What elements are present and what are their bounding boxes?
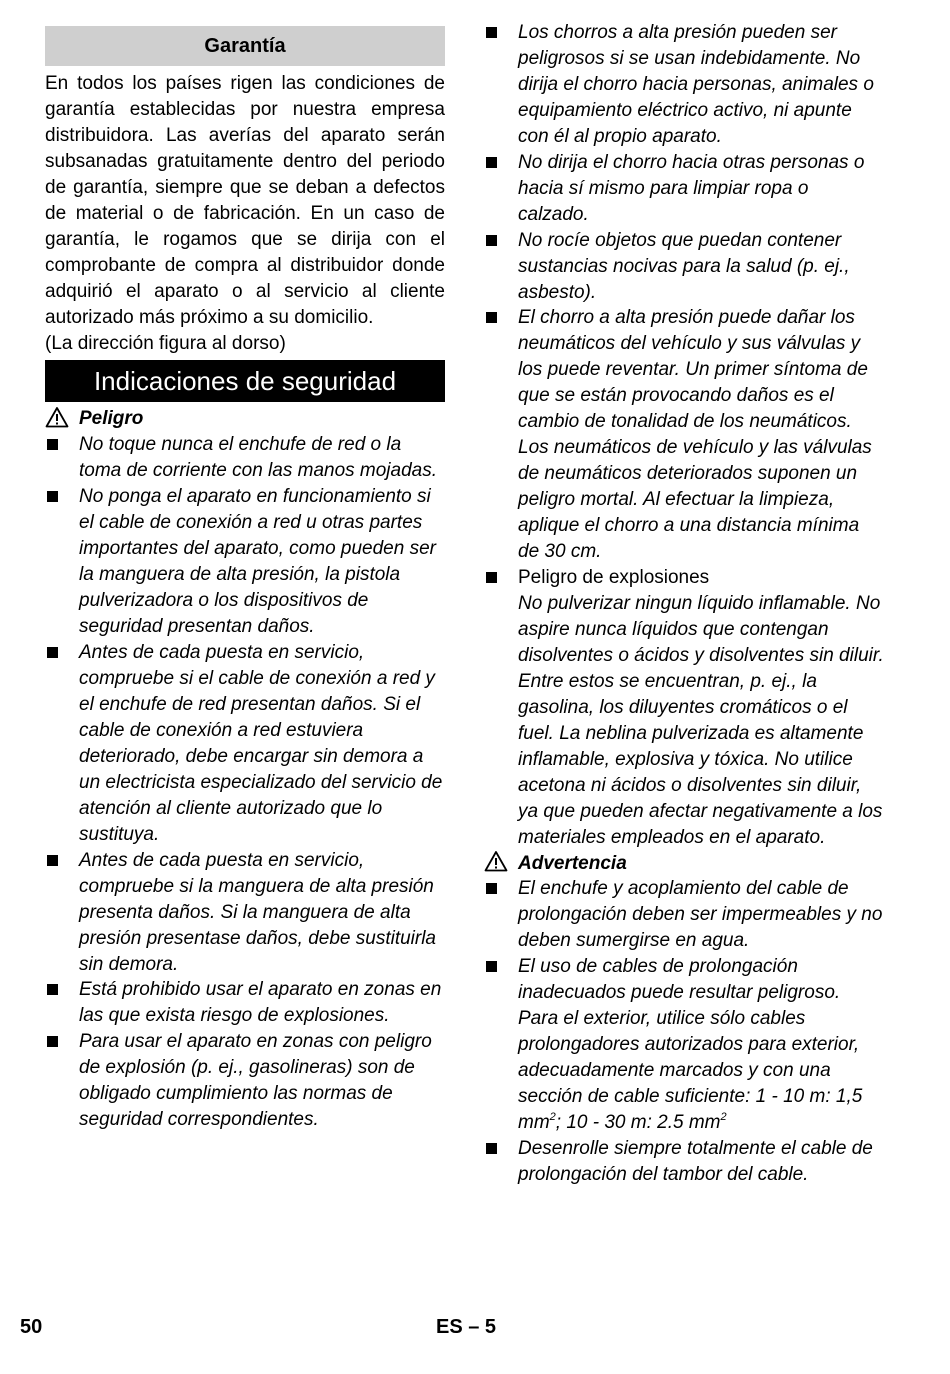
page-number: 50 — [20, 1316, 43, 1338]
list-item-cable: El uso de cables de prolongación inadecuados puede resultar peligroso. Para el exterior, utilice sólo cables prolongadores autorizados para exterior, adecuadamente marcados y con una sección de cable suficiente: 1 - 10 m: 1,5 $mm^2$; 10 - 30 m: 2.5 $mm^2$ — [484, 954, 884, 1136]
bullet-square-icon — [47, 1036, 58, 1047]
bullet-square-icon — [486, 572, 497, 583]
left-column — [45, 26, 445, 1133]
list-item: No toque nunca el enchufe de red o la toma de corriente con las manos mojadas. — [45, 432, 445, 484]
bullet-square-icon — [486, 235, 497, 246]
bullet-square-icon — [486, 961, 497, 972]
list-item: No dirija el chorro hacia otras personas o hacia sí mismo para limpiar ropa o calzado. — [484, 150, 884, 228]
bullet-square-icon — [486, 883, 497, 894]
list-item: El enchufe y acoplamiento del cable de prolongación deben ser impermeables y no deben sumergirse en agua. — [484, 876, 884, 954]
garantia-text: En todos los países rigen las condiciones de garantía establecidas por nuestra empresa distribuidora. Las averías del aparato serán subsanadas gratuitamente dentro del periodo de garantía, siempre que se deban a defectos de material o de fabricación. En un caso de garantía, le rogamos que se dirija con el comprobante de compra al distribuidor donde adquirió el aparato o al servicio al cliente autorizado más próximo a su domicilio. — [45, 73, 445, 328]
explosion-text: No pulverizar ningun líquido inflamable. No aspire nunca líquidos que contengan disolventes o ácidos y disolventes sin diluir. Entre estos se encuentran, p. ej., la gasolina, los diluyentes cromáticos o el fuel. La neblina pulverizada es altamente inflamable, explosiva y tóxica. No utilice acetona ni ácidos o disolventes sin diluir, ya que pueden afectar negativamente a los materiales empleados en el aparato. — [518, 592, 884, 848]
list-item: Desenrolle siempre totalmente el cable de prolongación del tambor del cable. — [484, 1136, 884, 1188]
bullet-square-icon — [486, 1143, 497, 1154]
bullet-square-icon — [47, 491, 58, 502]
bullet-square-icon — [47, 855, 58, 866]
advertencia-list — [484, 876, 884, 1187]
seguridad-heading: Indicaciones de seguridad — [45, 360, 445, 402]
warning-triangle-icon — [45, 406, 69, 428]
bullet-square-icon — [47, 984, 58, 995]
bullet-square-icon — [47, 647, 58, 658]
garantia-address-note: (La dirección figura al dorso) — [45, 332, 286, 354]
bullet-square-icon — [486, 157, 497, 168]
list-item: Para usar el aparato en zonas con peligro de explosión (p. ej., gasolineras) son de obligado cumplimiento las normas de seguridad correspondientes. — [45, 1029, 445, 1133]
bullet-square-icon — [486, 312, 497, 323]
list-item: Los chorros a alta presión pueden ser peligrosos si se usan indebidamente. No dirija el chorro hacia personas, animales o equipamiento eléctrico activo, ni apunte con él al propio aparato. — [484, 20, 884, 150]
garantia-heading: Garantía — [45, 26, 445, 66]
list-item: No ponga el aparato en funcionamiento si el cable de conexión a red u otras partes importantes del aparato, como pueden ser la manguera de alta presión, la pistola pulverizadora o los dispositivos de seguridad presentan daños. — [45, 484, 445, 640]
list-item: Antes de cada puesta en servicio, compruebe si la manguera de alta presión presenta daños. Si la manguera de alta presión presentase daños, debe sustituirla sin demora. — [45, 848, 445, 978]
bullet-square-icon — [486, 27, 497, 38]
list-item: El chorro a alta presión puede dañar los neumáticos del vehículo y sus válvulas y los puede reventar. Un primer síntoma de que se están provocando daños es el cambio de tonalidad de los neumáticos. Los neumáticos de vehículo y las válvulas de neumáticos deteriorados suponen un peligro mortal. Al efectuar la limpieza, aplique el chorro a una distancia mínima de 30 cm. — [484, 305, 884, 565]
right-column — [484, 20, 884, 1188]
peligro-heading — [45, 406, 445, 432]
bullet-square-icon — [47, 439, 58, 450]
advertencia-heading — [484, 851, 884, 877]
list-item: Antes de cada puesta en servicio, compruebe si el cable de conexión a red y el enchufe de red presentan daños. Si el cable de conexión a red estuviera deteriorado, debe encargar sin demora a un electricista especializado del servicio de atención al cliente autorizado que lo sustituya. — [45, 640, 445, 848]
list-item: No rocíe objetos que puedan contener sustancias nocivas para la salud (p. ej., asbesto). — [484, 228, 884, 306]
peligro-label: Peligro — [79, 408, 144, 430]
warning-triangle-icon — [484, 850, 508, 872]
list-item-explosion — [484, 565, 884, 850]
list-item: Está prohibido usar el aparato en zonas en las que exista riesgo de explosiones. — [45, 977, 445, 1029]
peligro-list-left — [45, 432, 445, 1133]
section-page-label: ES – 5 — [436, 1316, 497, 1338]
explosion-lead: Peligro de explosiones — [518, 567, 710, 589]
advertencia-label: Advertencia — [518, 852, 627, 874]
peligro-list-right — [484, 20, 884, 851]
